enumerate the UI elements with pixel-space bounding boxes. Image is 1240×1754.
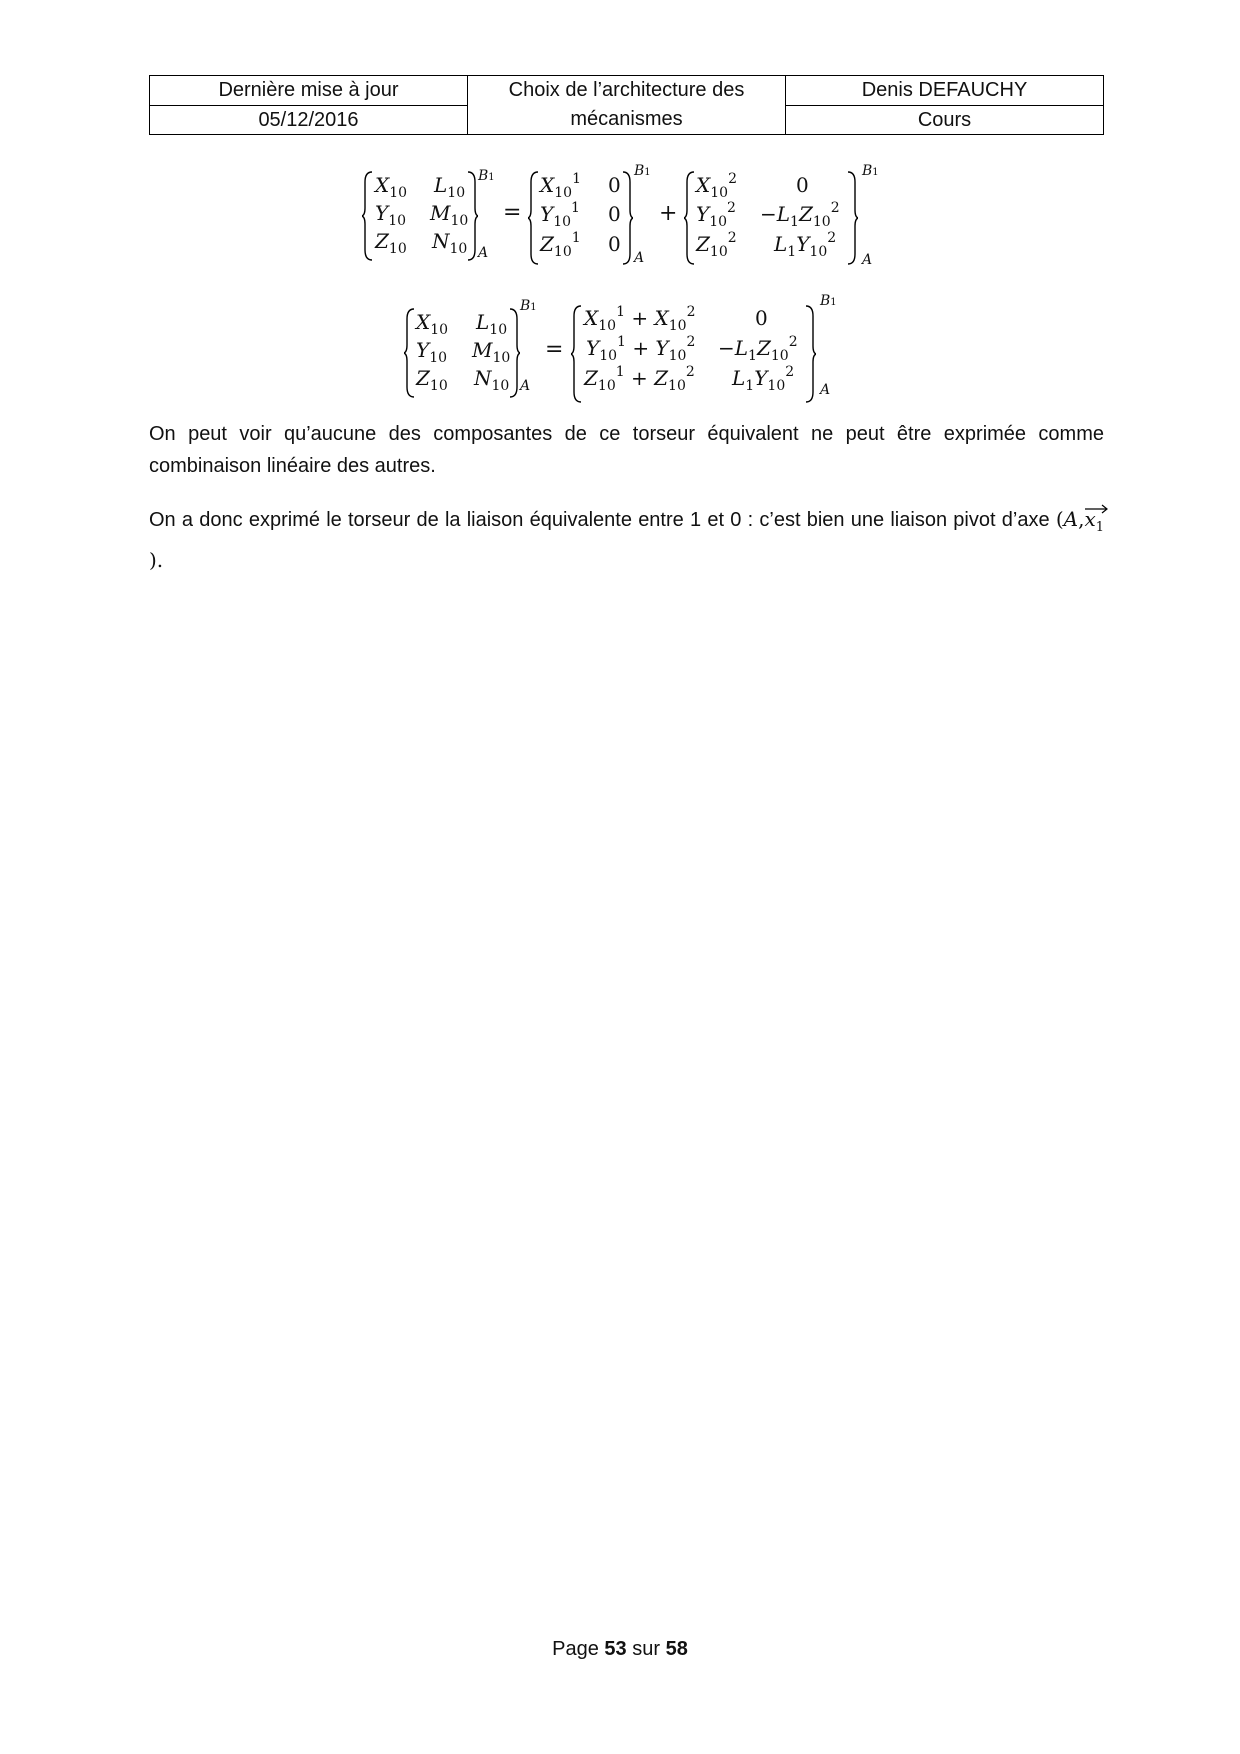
right-brace (621, 170, 633, 266)
right-brace (804, 304, 816, 404)
left-brace (528, 170, 540, 266)
lhs-x10: $X_{10}$ (375, 173, 408, 201)
document-type: Cours (786, 105, 1104, 135)
paragraph-1: On peut voir qu’aucune des composantes de ce torseur équivalent ne peut être exprimée comme combinaison linéaire des autres. (149, 423, 1104, 477)
page-footer (0, 1638, 1240, 1661)
update-date: 05/12/2016 (150, 105, 468, 135)
lhs-z10: $Z_{10}$ (375, 229, 407, 257)
page-total: 58 (665, 1638, 688, 1660)
of-label: sur (632, 1638, 661, 1660)
left-brace (404, 307, 416, 399)
paragraph-2 (149, 503, 1104, 577)
last-update-label: Dernière mise à jour (150, 76, 468, 106)
lhs-n10: $N_{10}$ (432, 229, 468, 257)
page-current: 53 (604, 1638, 627, 1660)
header-table (149, 75, 1104, 135)
axis-notation: (A, $x_1$). (149, 507, 1104, 572)
lhs-l10: $L_{10}$ (434, 173, 466, 201)
paragraph-2-text: On a donc exprimé le torseur de la liaison équivalente entre 1 et 0 : c’est bien une liaison pivot d’axe (149, 509, 1050, 531)
right-brace (846, 170, 858, 266)
axis-vector-index: 1 (1095, 520, 1104, 535)
title-line-2: mécanismes (570, 108, 683, 130)
author: Denis DEFAUCHY (786, 76, 1104, 106)
lhs-m10: $M_{10}$ (430, 201, 469, 229)
right-brace (508, 307, 520, 399)
left-brace (362, 170, 374, 262)
document-title (468, 76, 786, 135)
axis-point: A (1063, 507, 1079, 531)
title-line-1: Choix de l’architecture des (508, 79, 745, 101)
axis-vector: x (1084, 507, 1096, 531)
lhs-y10: $Y_{10}$ (375, 201, 407, 229)
right-brace (466, 170, 478, 262)
left-brace (684, 170, 696, 266)
left-brace (571, 304, 583, 404)
page-label: Page (552, 1638, 599, 1660)
vector-arrow-icon (1084, 504, 1110, 514)
